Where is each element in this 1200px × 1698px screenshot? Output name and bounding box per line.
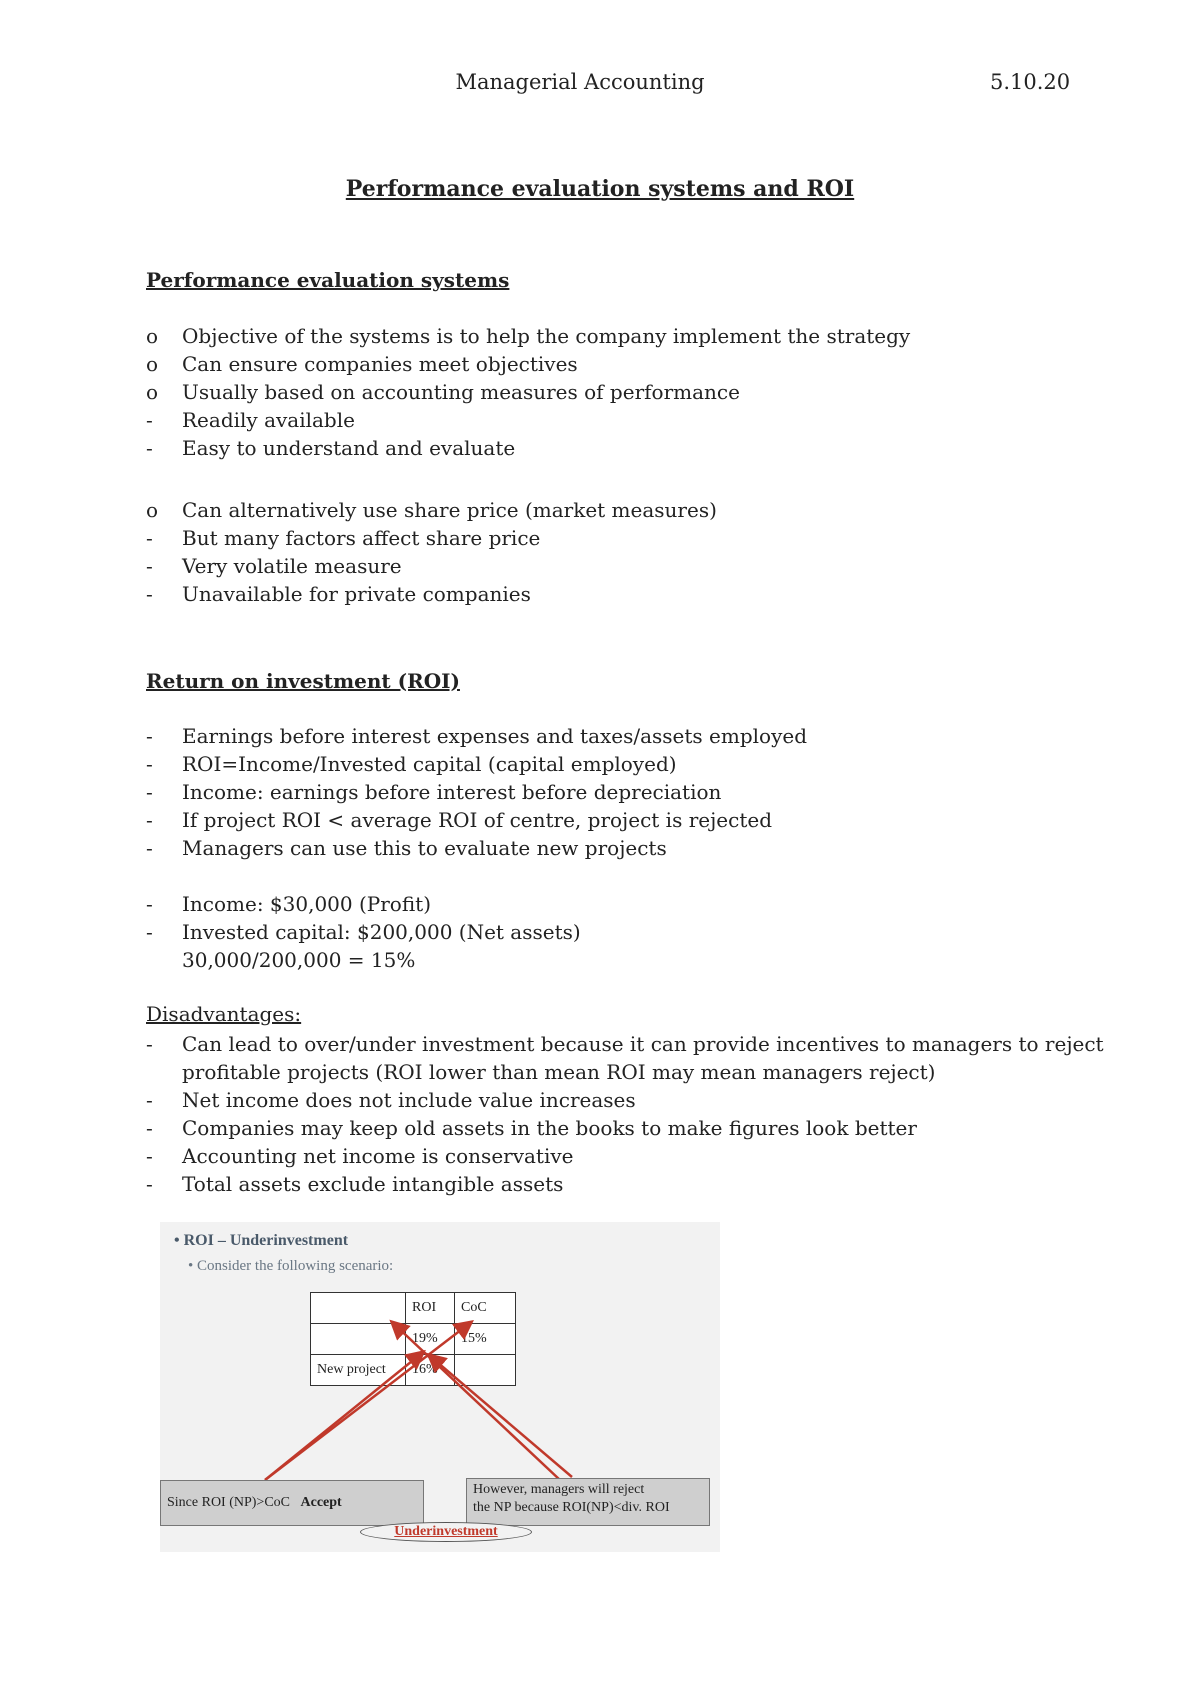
bullet-marker: - [146, 1032, 153, 1056]
list-item [146, 1030, 1104, 1058]
bullet-marker: - [146, 752, 153, 776]
bullet-marker: o [146, 380, 159, 404]
list-item-text: Income: $30,000 (Profit) [182, 892, 432, 916]
bullet-marker: o [146, 324, 159, 348]
list-item-text: Can alternatively use share price (market measures) [182, 498, 717, 522]
page-title: Performance evaluation systems and ROI [345, 176, 855, 202]
disadvantages-label: Disadvantages: [146, 1002, 302, 1026]
list-item [146, 524, 540, 552]
bullet-marker: - [146, 554, 153, 578]
list-item [146, 496, 717, 524]
reject-box-line2: the NP because ROI(NP)<div. ROI [473, 1500, 670, 1515]
list-item [146, 1086, 636, 1114]
table-header: ROI [406, 1293, 455, 1324]
list-item-text: Usually based on accounting measures of performance [182, 380, 740, 404]
table-cell: 19% [406, 1324, 455, 1355]
list-item-text: Managers can use this to evaluate new projects [182, 836, 667, 860]
roi-underinvestment-figure [160, 1222, 720, 1552]
list-item [146, 722, 807, 750]
bullet-marker: - [146, 526, 153, 550]
list-item-text: Readily available [182, 408, 355, 432]
list-item [146, 750, 677, 778]
list-item [146, 918, 581, 946]
bullet-marker: - [146, 1144, 153, 1168]
list-item [146, 1142, 574, 1170]
figure-bullet-subtitle: • Consider the following scenario: [188, 1258, 394, 1274]
list-item [146, 322, 910, 350]
list-item [146, 378, 740, 406]
list-item [146, 890, 431, 918]
bullet-marker: - [146, 780, 153, 804]
list-item-text: Accounting net income is conservative [182, 1144, 574, 1168]
bullet-marker: - [146, 724, 153, 748]
table-cell: New project [311, 1355, 406, 1386]
bullet-marker: - [146, 582, 153, 606]
list-item-text: Income: earnings before interest before depreciation [182, 780, 722, 804]
bullet-marker: - [146, 1088, 153, 1112]
accept-box-text: Since ROI (NP)>CoC [167, 1495, 291, 1510]
list-item-text: ROI=Income/Invested capital (capital employed) [182, 752, 677, 776]
bullet-marker: - [146, 1116, 153, 1140]
table-cell: 15% [455, 1324, 516, 1355]
list-item [146, 552, 402, 580]
roi-calculation: 30,000/200,000 = 15% [182, 948, 416, 972]
list-item-text: Can ensure companies meet objectives [182, 352, 578, 376]
list-item [146, 1170, 563, 1198]
list-item-text: Earnings before interest expenses and taxes/assets employed [182, 724, 808, 748]
section-heading-roi: Return on investment (ROI) [146, 669, 460, 693]
arrow-reject-to-division-roi [393, 1323, 560, 1480]
bullet-marker: - [146, 836, 153, 860]
list-item-text: Very volatile measure [182, 554, 402, 578]
list-item [146, 350, 578, 378]
section-heading-performance: Performance evaluation systems [146, 268, 510, 292]
list-item [146, 834, 667, 862]
list-item-text: Net income does not include value increases [182, 1088, 636, 1112]
accept-box [160, 1480, 424, 1526]
bullet-marker: - [146, 1172, 153, 1196]
bullet-marker: - [146, 892, 153, 916]
reject-box-line1: However, managers will reject [473, 1482, 645, 1497]
list-item-text: If project ROI < average ROI of centre, project is rejected [182, 808, 773, 832]
list-item [146, 406, 355, 434]
list-item-text: Total assets exclude intangible assets [182, 1172, 564, 1196]
list-item [146, 778, 721, 806]
table-cell: 16% [406, 1355, 455, 1386]
list-item [146, 1114, 917, 1142]
bullet-marker: - [146, 808, 153, 832]
list-item [146, 434, 515, 462]
bullet-marker: o [146, 352, 159, 376]
reject-box [466, 1478, 710, 1526]
list-item-text: Easy to understand and evaluate [182, 436, 516, 460]
header-date: 5.10.20 [990, 70, 1071, 94]
bullet-marker: - [146, 408, 153, 432]
accept-box-emphasis: Accept [300, 1495, 342, 1510]
list-item [146, 580, 531, 608]
list-item-text: Can lead to over/under investment because it can provide incentives to managers to reject [182, 1032, 1104, 1056]
arrow-accept-to-coc [265, 1323, 470, 1480]
list-item [146, 806, 772, 834]
bullet-marker: - [146, 436, 153, 460]
list-item-text: But many factors affect share price [182, 526, 541, 550]
figure-bullet-title: • ROI – Underinvestment [174, 1232, 349, 1249]
list-item-text: Objective of the systems is to help the company implement the strategy [182, 324, 911, 348]
bullet-marker: o [146, 498, 159, 522]
list-item-text: Invested capital: $200,000 (Net assets) [182, 920, 581, 944]
list-item [146, 1058, 935, 1086]
underinvestment-oval: Underinvestment [360, 1522, 532, 1542]
list-item-text: Companies may keep old assets in the books to make figures look better [182, 1116, 917, 1140]
arrow-reject-to-new-project [430, 1356, 572, 1477]
table-header: CoC [455, 1293, 516, 1324]
header-course: Managerial Accounting [455, 70, 705, 94]
bullet-marker: - [146, 920, 153, 944]
list-item-text: Unavailable for private companies [182, 582, 531, 606]
list-item-text: profitable projects (ROI lower than mean ROI may mean managers reject) [182, 1060, 936, 1084]
